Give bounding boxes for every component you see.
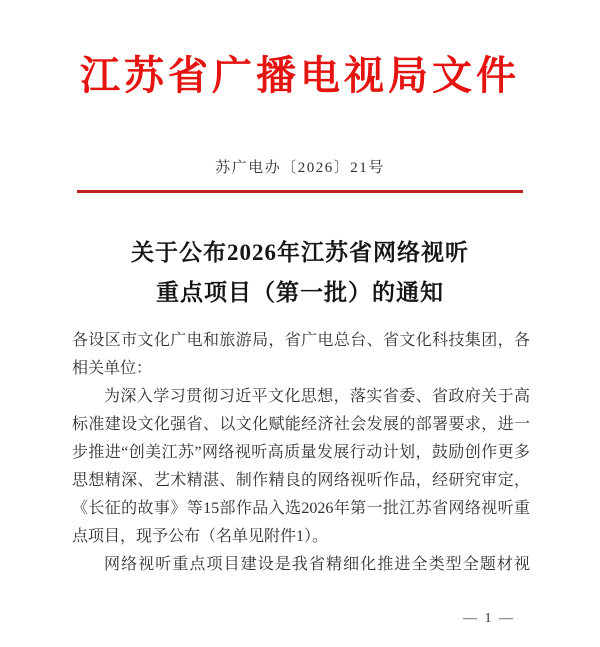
document-body [0,327,600,579]
salutation: 各设区市文化广电和旅游局，省广电总台、省文化科技集团，各相关单位： [72,332,530,377]
agency-header-title: 江苏省广播电视局文件 [80,53,520,98]
body-paragraph-1: 为深入学习贯彻习近平文化思想，落实省委、省政府关于高标准建设文化强省、以文化赋能经济社会发展的部署要求，进一步推进“创美江苏”网络视听高质量发展行动计划，鼓励创作更多思想精深、艺术精湛、制作精良的网络视听作品，经研究审定，《长征的故事》等15部作品入选2026年第一批江苏省网络视听重点项目，现予公布（名单见附件1）。 [72,388,530,545]
document-title [0,233,600,313]
title-line-2: 重点项目（第一批）的通知 [156,280,444,305]
doc-number: 苏广电办〔2026〕21号 [215,160,385,176]
red-divider [77,190,523,193]
body-paragraph-2: 网络视听重点项目建设是我省精细化推进全类型全题材视 [104,556,530,573]
title-line-1: 关于公布2026年江苏省网络视听 [131,240,469,265]
page-number: — 1 — [463,611,515,626]
